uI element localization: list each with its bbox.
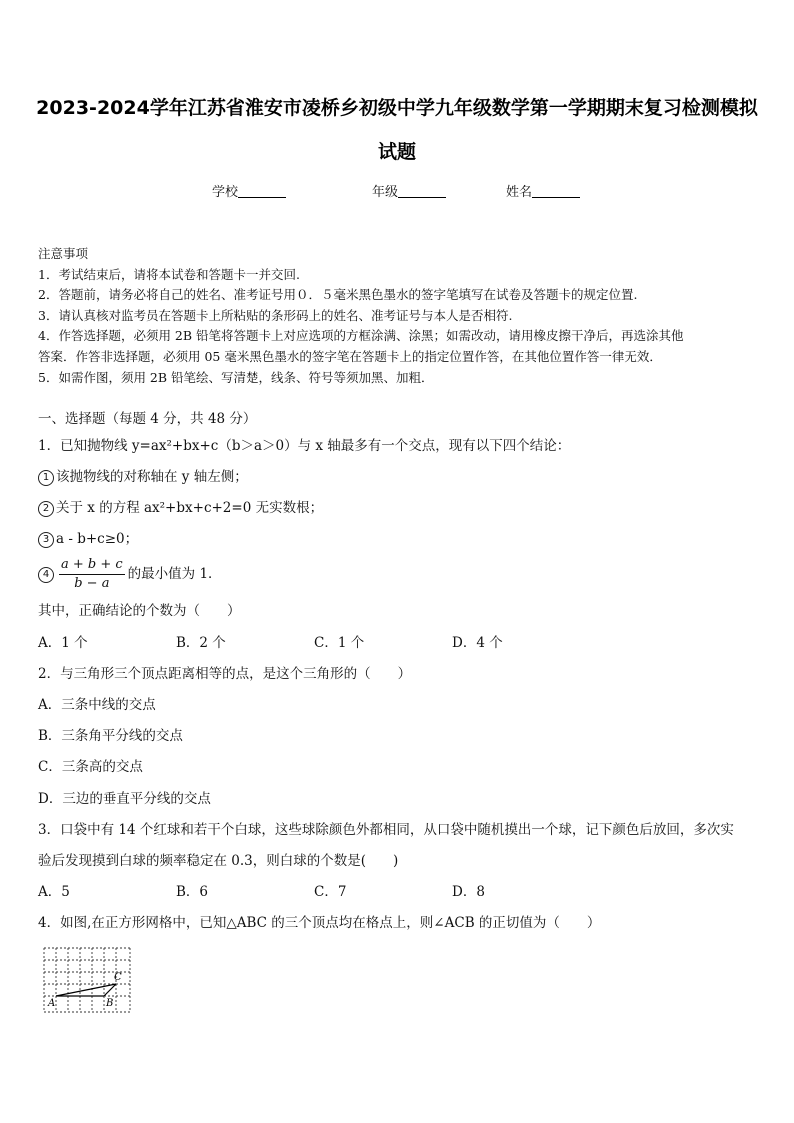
q3-option-a: A．5: [38, 884, 70, 900]
grade-blank: [398, 183, 446, 198]
q1-stem: 1．已知抛物线 y=ax²+bx+c（b＞a＞0）与 x 轴最多有一个交点，现有以下四个结论：: [38, 438, 571, 454]
title-line-1: 2023-2024学年江苏省淮安市凌桥乡初级中学九年级数学第一学期期末复习检测模拟: [36, 97, 758, 119]
name-field: [506, 181, 580, 200]
circled-number: 2: [38, 501, 54, 517]
note-item: 1．考试结束后，请将本试卷和答题卡一并交回.: [38, 266, 300, 282]
vertex-label-c: C: [114, 972, 122, 983]
notes-block: [38, 244, 758, 388]
vertex-label-a: A: [48, 998, 56, 1009]
note-item: 5．如需作图，须用 2B 铅笔绘、写清楚，线条、符号等须加黑、加粗．: [38, 369, 434, 385]
triangle-abc: [56, 984, 116, 996]
name-label: 姓名: [506, 185, 533, 200]
q1-c4-text: 的最小值为 1．: [127, 566, 222, 582]
note-item: 2．答题前，请务必将自己的姓名、准考证号用０．５毫米黑色墨水的签字笔填写在试卷及答题卡的规定位置.: [38, 287, 638, 303]
title-line-2: 试题: [377, 141, 416, 163]
q1-option-a: A．1 个: [38, 635, 88, 651]
q4-stem: 4．如图,在正方形网格中，已知△ABC 的三个顶点均在格点上，则∠ACB 的正切值为（ ）: [38, 915, 601, 931]
exam-title: [30, 86, 764, 174]
q3-option-b: B．6: [176, 884, 209, 900]
q3-option-d: D．8: [452, 884, 485, 900]
school-label: 学校: [212, 185, 239, 200]
circled-number: 4: [38, 567, 54, 583]
q2-stem: 2．与三角形三个顶点距离相等的点，是这个三角形的（ ）: [38, 666, 412, 682]
q2-option-c: C．三条高的交点: [38, 759, 143, 775]
school-field: [212, 181, 286, 200]
q1-conclusion-3: [38, 529, 138, 549]
q1-option-c: C．1 个: [314, 635, 365, 651]
q1-ask: 其中，正确结论的个数为（ ）: [38, 603, 241, 619]
q3-stem: 3．口袋中有 14 个红球和若干个白球，这些球除颜色外都相同，从口袋中随机摸出一个球，记下颜色后放回，多次实: [38, 822, 734, 838]
fraction-numerator: a + b + c: [59, 556, 125, 575]
note-item: 3．请认真核对监考员在答题卡上所粘贴的条形码上的姓名、准考证号与本人是否相符.: [38, 307, 513, 323]
grid-figure: [40, 944, 136, 1018]
grade-label: 年级: [372, 185, 399, 200]
notes-heading: 注意事项: [38, 246, 89, 261]
q1-option-d: D．4 个: [452, 635, 503, 651]
q1-option-b: B．2 个: [176, 635, 226, 651]
q1-c2-text: 关于 x 的方程 ax²+bx+c+2=0 无实数根；: [56, 500, 324, 516]
fraction-denominator: b − a: [74, 576, 110, 591]
q2-option-b: B．三条角平分线的交点: [38, 728, 183, 744]
q3-stem-cont: 验后发现摸到白球的频率稳定在 0.3，则白球的个数是( ): [38, 853, 399, 869]
section-heading: 一、选择题（每题 4 分，共 48 分）: [38, 411, 257, 427]
q3-option-c: C．7: [314, 884, 347, 900]
q2-option-d: D．三边的垂直平分线的交点: [38, 791, 211, 807]
circled-number: 3: [38, 532, 54, 548]
q1-c3-text: a - b+c≥0；: [56, 531, 139, 547]
grade-field: [372, 181, 446, 200]
q1-conclusion-1: [38, 467, 248, 487]
name-blank: [532, 183, 580, 198]
note-item: 答案．作答非选择题，必须用 05 毫米黑色墨水的签字笔在答题卡上的指定位置作答，在其他位置作答一律无效．: [38, 348, 662, 364]
q1-conclusion-4: [38, 556, 222, 593]
vertex-label-b: B: [106, 998, 114, 1009]
q1-conclusion-2: [38, 498, 323, 518]
school-blank: [238, 183, 286, 198]
note-item: 4．作答选择题，必须用 2B 铅笔将答题卡上对应选项的方框涂满、涂黑；如需改动，请用橡皮擦干净后，再选涂其他: [38, 328, 684, 344]
circled-number: 1: [38, 470, 54, 486]
q1-c1-text: 该抛物线的对称轴在 y 轴左侧；: [56, 469, 248, 485]
fraction: [59, 556, 125, 593]
q2-option-a: A．三条中线的交点: [38, 697, 156, 713]
